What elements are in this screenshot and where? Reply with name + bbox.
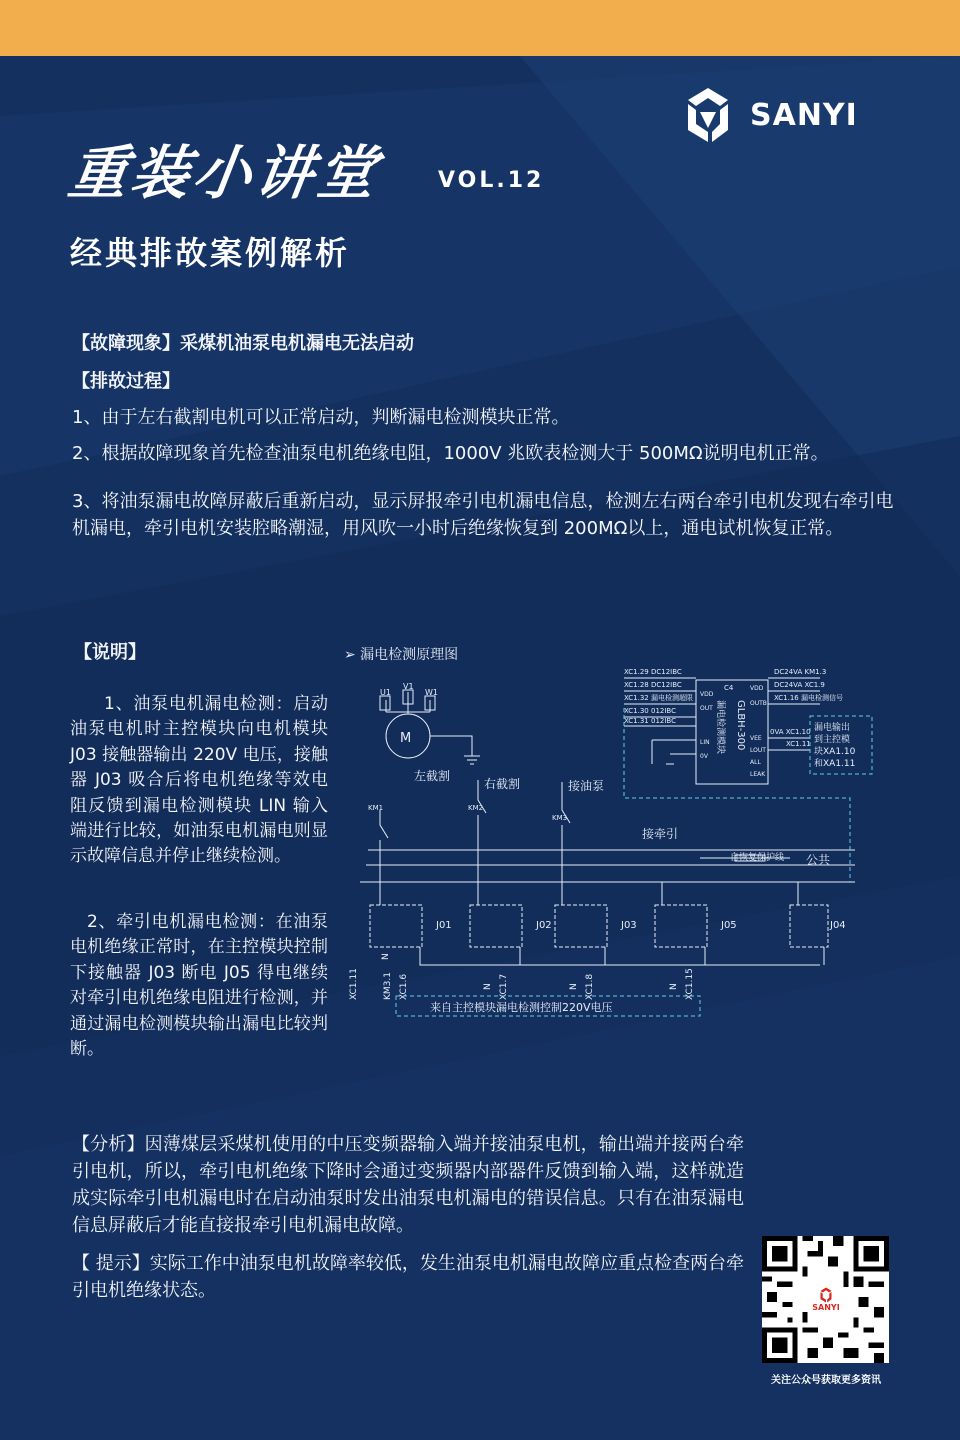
pin-label: ALL [750, 759, 761, 766]
output-note: 和XA1.11 [814, 759, 856, 769]
output-label: XC1.11 [786, 740, 811, 748]
output-label: DC24VA KM1.3 [774, 668, 827, 676]
km-label: KM3 [552, 814, 568, 822]
wire-label: N [569, 983, 579, 990]
input-label: XC1.30 012IBC [624, 707, 676, 715]
motor-terminal: U1 [380, 688, 391, 697]
svg-text:C4: C4 [724, 684, 734, 692]
pin-label: OUT [700, 705, 713, 712]
wire-label: XC1.11 [349, 968, 359, 1000]
volume-label: VOL.12 [438, 168, 545, 193]
input-label: XC1.28 DC12IBC [624, 681, 682, 689]
output-label: DC24VA XC1.9 [774, 681, 825, 689]
contactor-label: J02 [536, 920, 552, 931]
pin-label: LIN [700, 739, 710, 746]
wire-label: XC1.7 [499, 973, 509, 1000]
output-note: 漏电输出 [814, 723, 851, 733]
label-oil-pump: 接油泵 [568, 779, 605, 793]
process-step: 3、将油泵漏电故障屏蔽后重新启动，显示屏报牵引电机漏电信息，检测左右两台牵引电机发现右牵引电机漏电，牵引电机安装腔略潮湿，用风吹一小时后绝缘恢复到 200MΩ以上，通电试机恢复正常。 [72, 491, 894, 539]
process-step: 1、由于左右截割电机可以正常启动，判断漏电检测模块正常。 [72, 407, 570, 428]
label-left-cut: 左截割 [414, 769, 451, 783]
contactor-label: J05 [721, 920, 737, 931]
module-name: 漏电检测模块 [715, 700, 725, 755]
power-note: 来自主控模块漏电检测控制220V电压 [430, 1001, 613, 1014]
output-label: XC1.16 漏电检测信号 [774, 694, 843, 702]
top-accent-band [0, 0, 960, 56]
process-step: 2、根据故障现象首先检查油泵电机绝缘电阻，1000V 兆欧表检测大于 500MΩ说明电机正常。 [72, 443, 829, 464]
tip-text: 【 提示】实际工作中油泵电机故障率较低，发生油泵电机漏电故障应重点检查两台牵引电机绝缘状态。 [72, 1253, 744, 1301]
pin-label: VEE [750, 735, 762, 742]
qr-badge-text: SANYI [812, 1302, 840, 1312]
contactor-label: J01 [436, 920, 452, 931]
motor-terminal: W1 [425, 688, 438, 697]
input-label: XC1.32 漏电检测超限 [624, 694, 693, 702]
analysis-text: 【分析】因薄煤层采煤机使用的中压变频器输入端并接油泵电机，输出端并接两台牵引电机，所以，牵引电机绝缘下降时会通过变频器内部器件反馈到输入端，这样就造成实际牵引电机漏电时在启动油泵时发出油泵电机漏电的错误信息。只有在油泵漏电信息屏蔽后才能直接报牵引电机漏电故障。 [72, 1134, 744, 1236]
process-heading: 【排故过程】 [72, 371, 180, 392]
qr-center-badge [806, 1280, 846, 1318]
description-heading: 【说明】 [74, 642, 146, 663]
wire-label: N [483, 983, 493, 990]
motor-label: M [400, 731, 412, 746]
pin-label: VDD [700, 691, 714, 698]
label-traction: 接牵引 [642, 827, 679, 841]
output-label: 0VA XC1.10 [770, 728, 811, 736]
brand-name: SANYI [750, 97, 858, 133]
pin-label: 0V [700, 753, 708, 760]
description-paragraph: 1、油泵电机漏电检测：启动油泵电机时主控模块向电机模块 J03 接触器输出 220V 电压，接触器 J03 吸合后将电机绝缘等效电阻反馈到漏电检测模块 LIN 输入端进行比较，如油泵电机漏电则显示故障信息并停止继续检测。 [70, 694, 328, 867]
sanyi-logo [676, 86, 858, 144]
pin-label: OUTB [750, 700, 767, 707]
km-label: KM2 [468, 804, 484, 812]
description-paragraph: 2、牵引电机漏电检测：在油泵电机绝缘正常时，在主控模块控制下接触器 J03 断电 J05 得电继续对牵引电机绝缘电阻进行检测，并通过漏电检测模块输出漏电比较判断。 [70, 912, 328, 1060]
input-label: XC1.29 DC12IBC [624, 668, 682, 676]
wire-label: N [669, 983, 679, 990]
pin-label: LOUT [750, 747, 766, 754]
contactor-label: J04 [830, 920, 846, 931]
km-label: KM1 [368, 804, 384, 812]
module-model: GLBH-300 [735, 700, 746, 751]
wire-label: XC1.15 [685, 968, 695, 1000]
fault-symptom: 【故障现象】采煤机油泵电机漏电无法启动 [72, 333, 414, 354]
pin-label: LEAK [750, 771, 766, 778]
wire-label: XC1.8 [585, 973, 595, 1000]
contactor-label: J03 [621, 920, 637, 931]
qr-code[interactable] [762, 1236, 889, 1363]
page-title: 重装小讲堂 [64, 139, 385, 207]
sanyi-badge-icon [817, 1287, 835, 1303]
input-label: XC1.31 012IBC [624, 717, 676, 725]
pin-label: VDD [750, 685, 764, 692]
qr-caption: 关注公众号获取更多资讯 [771, 1375, 881, 1386]
output-note: 块XA1.10 [814, 747, 856, 757]
diagram-caption: ➢ 漏电检测原理图 [344, 647, 459, 663]
wire-label: XC1.6 [399, 973, 409, 1000]
leakage-detection-diagram [340, 660, 900, 1030]
output-note: 到主控模 [814, 735, 851, 745]
label-common: 公共 [806, 853, 831, 867]
wire-label: N [381, 953, 391, 960]
label-right-cut: 右截割 [484, 777, 521, 791]
motor-terminal: V1 [403, 682, 414, 691]
label-self-protect: 自恢复保护线 [730, 853, 785, 863]
wire-label: KM3.1 [383, 972, 393, 1000]
page-subtitle: 经典排故案例解析 [70, 234, 351, 272]
sanyi-logo-icon [676, 86, 740, 144]
